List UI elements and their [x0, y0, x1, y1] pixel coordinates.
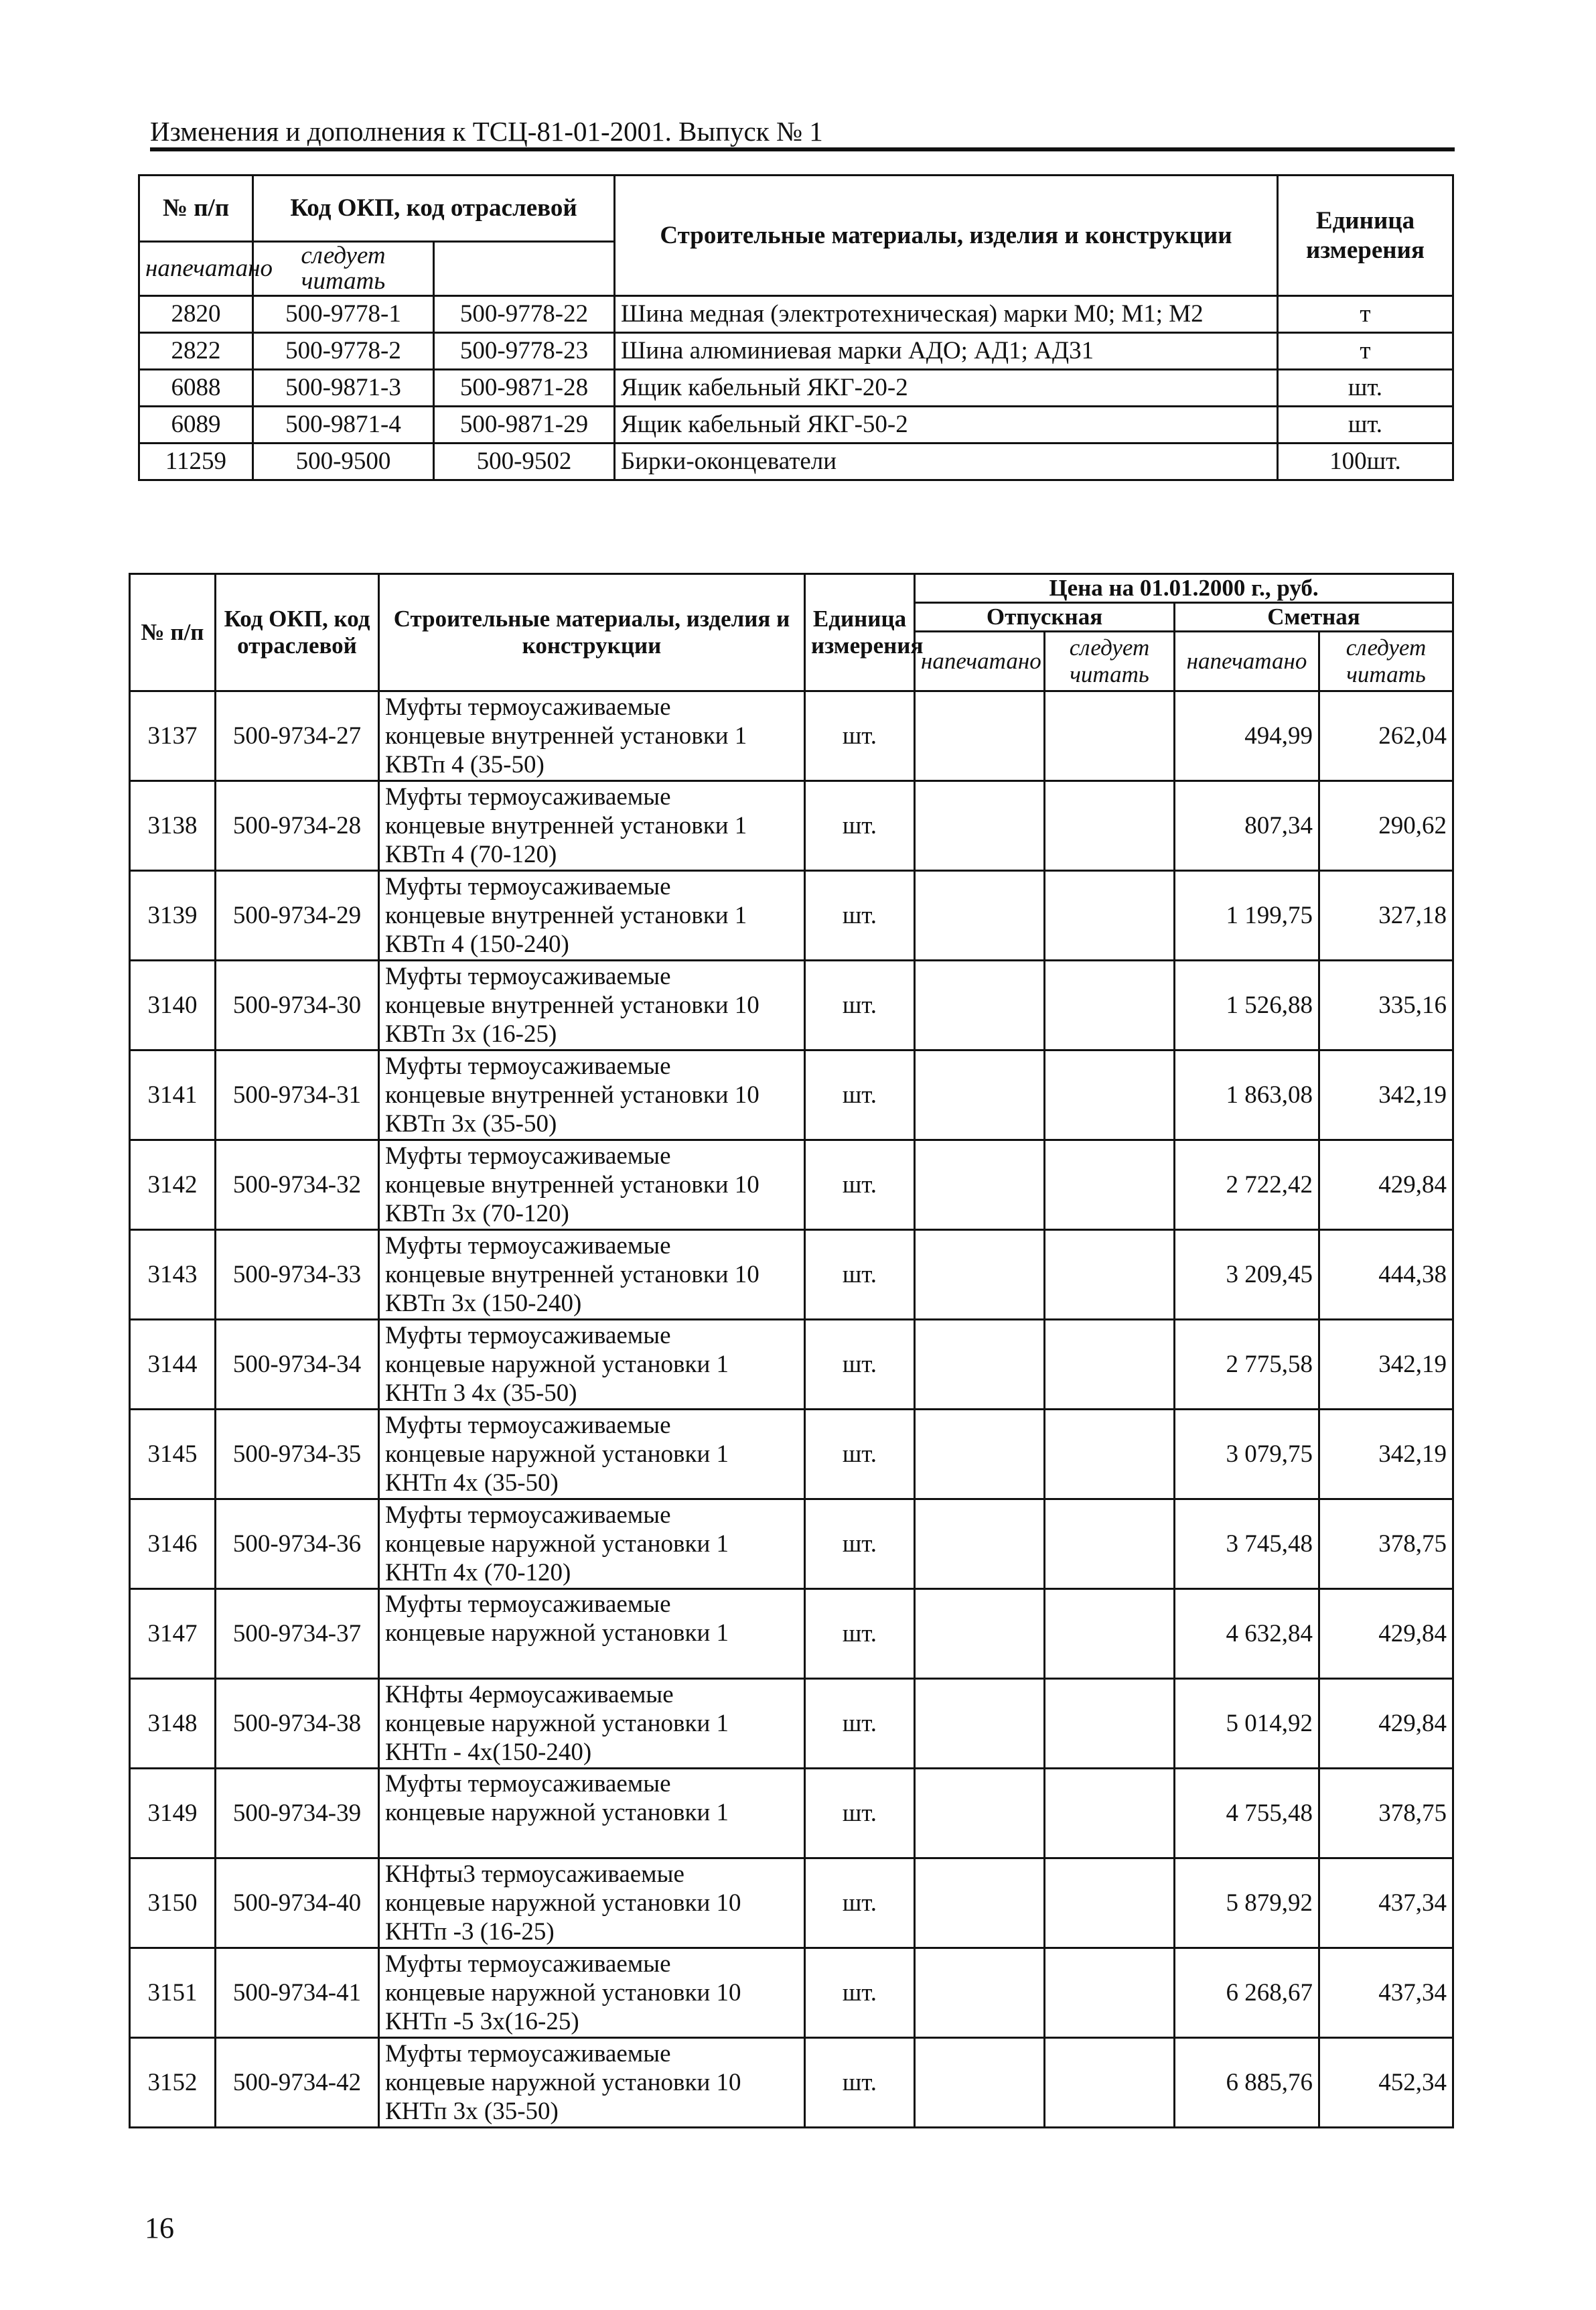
row-number: 2822	[139, 333, 253, 370]
wholesale-printed	[915, 1499, 1045, 1589]
row-number: 3137	[130, 691, 216, 781]
wholesale-printed	[915, 1948, 1045, 2038]
material-name-line: Муфты термоусаживаемые	[385, 693, 671, 721]
row-number: 3150	[130, 1858, 216, 1948]
wholesale-printed	[915, 961, 1045, 1050]
material-name-line: КНТп 4х (70-120)	[385, 1559, 571, 1586]
estimate-printed: 1 863,08	[1175, 1050, 1319, 1140]
wholesale-printed	[915, 2038, 1045, 2128]
estimate-printed: 3 079,75	[1175, 1410, 1319, 1499]
table-row	[139, 370, 1453, 407]
wholesale-printed	[915, 1320, 1045, 1410]
material-name-line: КНТп - 4х(150-240)	[385, 1739, 592, 1766]
unit: шт.	[805, 1589, 915, 1679]
estimate-printed: 6 268,67	[1175, 1948, 1319, 2038]
unit: шт.	[805, 1320, 915, 1410]
row-number: 3151	[130, 1948, 216, 2038]
code-should-read: 500-9871-29	[434, 407, 615, 444]
wholesale-printed	[915, 1050, 1045, 1140]
estimate-printed: 2 775,58	[1175, 1320, 1319, 1410]
material-name: Шина медная (электротехническая) марки М0; М1; М2	[615, 296, 1278, 333]
page-header: Изменения и дополнения к ТСЦ-81-01-2001. Выпуск № 1	[150, 116, 823, 147]
row-number: 6088	[139, 370, 253, 407]
okp-code: 500-9734-40	[216, 1858, 379, 1948]
unit: шт.	[805, 691, 915, 781]
material-name-line: Муфты термоусаживаемые	[385, 1501, 671, 1529]
code-printed: 500-9500	[253, 444, 434, 480]
wholesale-should-read	[1045, 1858, 1175, 1948]
material-name-line: Муфты термоусаживаемые	[385, 1770, 671, 1797]
table-row	[130, 871, 1453, 961]
unit: шт.	[805, 781, 915, 871]
material-name-line: Муфты термоусаживаемые	[385, 873, 671, 900]
row-number: 3139	[130, 871, 216, 961]
corrections-table-okp-codes	[138, 174, 1454, 481]
material-name-line: концевые внутренней установки 10	[385, 1261, 759, 1288]
estimate-should-read: 342,19	[1319, 1320, 1453, 1410]
material-name	[379, 781, 805, 871]
col-header-wholesale-printed: напечатано	[915, 632, 1045, 691]
estimate-printed: 5 879,92	[1175, 1858, 1319, 1948]
okp-code: 500-9734-39	[216, 1769, 379, 1858]
estimate-printed: 3 745,48	[1175, 1499, 1319, 1589]
material-name	[379, 2038, 805, 2128]
estimate-should-read: 429,84	[1319, 1140, 1453, 1230]
row-number: 6089	[139, 407, 253, 444]
material-name-line: концевые наружной установки 1	[385, 1440, 729, 1468]
wholesale-printed	[915, 1679, 1045, 1769]
estimate-should-read: 335,16	[1319, 961, 1453, 1050]
table-row	[130, 1769, 1453, 1858]
unit: шт.	[1278, 370, 1453, 407]
code-should-read: 500-9778-22	[434, 296, 615, 333]
code-printed: 500-9778-2	[253, 333, 434, 370]
wholesale-should-read	[1045, 1320, 1175, 1410]
wholesale-printed	[915, 871, 1045, 961]
row-number: 3149	[130, 1769, 216, 1858]
estimate-printed: 494,99	[1175, 691, 1319, 781]
material-name-line: КНТп -3 (16-25)	[385, 1918, 555, 1946]
unit: шт.	[805, 1858, 915, 1948]
material-name-line: Муфты термоусаживаемые	[385, 963, 671, 990]
wholesale-printed	[915, 691, 1045, 781]
row-number: 11259	[139, 444, 253, 480]
material-name-line: концевые наружной установки 10	[385, 1889, 741, 1917]
wholesale-should-read	[1045, 2038, 1175, 2128]
unit: шт.	[805, 1948, 915, 2038]
col-header-okp: Код ОКП, код отраслевой	[216, 574, 379, 691]
table-row	[130, 1050, 1453, 1140]
code-printed: 500-9778-1	[253, 296, 434, 333]
col-header-unit: Единица измерения	[805, 574, 915, 691]
estimate-printed: 3 209,45	[1175, 1230, 1319, 1320]
material-name-line: КВТп 3х (35-50)	[385, 1110, 557, 1138]
material-name-line: КВТп 3х (16-25)	[385, 1020, 557, 1048]
row-number: 3148	[130, 1679, 216, 1769]
col-header-price: Цена на 01.01.2000 г., руб.	[915, 574, 1453, 603]
col-header-printed: напечатано	[139, 242, 253, 296]
unit: шт.	[805, 1769, 915, 1858]
okp-code: 500-9734-32	[216, 1140, 379, 1230]
table-row	[130, 1140, 1453, 1230]
table-row	[130, 2038, 1453, 2128]
estimate-should-read: 342,19	[1319, 1410, 1453, 1499]
unit: шт.	[1278, 407, 1453, 444]
table-row	[130, 691, 1453, 781]
header-divider	[150, 147, 1455, 151]
row-number: 3152	[130, 2038, 216, 2128]
estimate-printed: 1 199,75	[1175, 871, 1319, 961]
material-name-line: Муфты термоусаживаемые	[385, 1590, 671, 1618]
material-name-line: Муфты термоусаживаемые	[385, 1412, 671, 1439]
unit: шт.	[805, 1140, 915, 1230]
row-number: 3140	[130, 961, 216, 1050]
row-number: 3143	[130, 1230, 216, 1320]
col-header-materials: Строительные материалы, изделия и конструкции	[379, 574, 805, 691]
col-header-num: № п/п	[130, 574, 216, 691]
col-header-estimate: Сметная	[1175, 603, 1453, 632]
unit: шт.	[805, 1230, 915, 1320]
wholesale-should-read	[1045, 1769, 1175, 1858]
material-name: Бирки-оконцеватели	[615, 444, 1278, 480]
material-name-line: концевые наружной установки 1	[385, 1351, 729, 1378]
wholesale-should-read	[1045, 691, 1175, 781]
col-header-wholesale: Отпускная	[915, 603, 1175, 632]
estimate-should-read: 437,34	[1319, 1948, 1453, 2038]
okp-code: 500-9734-35	[216, 1410, 379, 1499]
material-name-line: концевые наружной установки 10	[385, 1979, 741, 2007]
material-name-line: концевые наружной установки 1	[385, 1530, 729, 1558]
material-name-line: КВТп 4 (70-120)	[385, 841, 557, 868]
material-name-line: КНфты3 термоусаживаемые	[385, 1860, 684, 1888]
table-row	[130, 1230, 1453, 1320]
table-row	[130, 781, 1453, 871]
wholesale-should-read	[1045, 1230, 1175, 1320]
estimate-should-read: 429,84	[1319, 1589, 1453, 1679]
estimate-printed: 4 755,48	[1175, 1769, 1319, 1858]
col-header-materials: Строительные материалы, изделия и конструкции	[615, 176, 1278, 296]
material-name-line: концевые внутренней установки 10	[385, 992, 759, 1019]
material-name	[379, 1499, 805, 1589]
material-name	[379, 1948, 805, 2038]
table-row	[130, 1948, 1453, 2038]
material-name	[379, 1769, 805, 1858]
material-name-line: концевые внутренней установки 10	[385, 1081, 759, 1109]
estimate-printed: 2 722,42	[1175, 1140, 1319, 1230]
table-row	[139, 333, 1453, 370]
material-name: Ящик кабельный ЯКГ-50-2	[615, 407, 1278, 444]
code-should-read: 500-9871-28	[434, 370, 615, 407]
row-number: 3145	[130, 1410, 216, 1499]
okp-code: 500-9734-36	[216, 1499, 379, 1589]
table-row	[130, 1320, 1453, 1410]
material-name-line: концевые наружной установки 1	[385, 1619, 729, 1647]
material-name-line: концевые наружной установки 1	[385, 1710, 729, 1737]
table-row	[130, 1589, 1453, 1679]
wholesale-should-read	[1045, 1140, 1175, 1230]
table-row	[130, 1679, 1453, 1769]
wholesale-should-read	[1045, 781, 1175, 871]
material-name	[379, 691, 805, 781]
material-name-line: КВТп 4 (150-240)	[385, 931, 569, 958]
unit: шт.	[805, 1410, 915, 1499]
wholesale-should-read	[1045, 1499, 1175, 1589]
estimate-should-read: 342,19	[1319, 1050, 1453, 1140]
wholesale-should-read	[1045, 1948, 1175, 2038]
estimate-printed: 1 526,88	[1175, 961, 1319, 1050]
estimate-should-read: 378,75	[1319, 1499, 1453, 1589]
material-name-line: Муфты термоусаживаемые	[385, 1232, 671, 1260]
okp-code: 500-9734-33	[216, 1230, 379, 1320]
wholesale-printed	[915, 1858, 1045, 1948]
material-name-line: КНТп 3 4х (35-50)	[385, 1379, 577, 1407]
code-printed: 500-9871-3	[253, 370, 434, 407]
material-name-line: концевые внутренней установки 10	[385, 1171, 759, 1199]
material-name-line: концевые внутренней установки 1	[385, 722, 747, 750]
estimate-printed: 807,34	[1175, 781, 1319, 871]
material-name	[379, 961, 805, 1050]
col-header-estimate-should-read: следует читать	[1319, 632, 1453, 691]
row-number: 3142	[130, 1140, 216, 1230]
material-name-line: КНТп 3х (35-50)	[385, 2098, 559, 2125]
table-row	[130, 1499, 1453, 1589]
material-name-line: КНфты 4ермоусаживаемые	[385, 1681, 674, 1708]
unit: шт.	[805, 1050, 915, 1140]
wholesale-printed	[915, 1769, 1045, 1858]
estimate-should-read: 327,18	[1319, 871, 1453, 961]
unit: т	[1278, 296, 1453, 333]
okp-code: 500-9734-29	[216, 871, 379, 961]
table-row	[130, 961, 1453, 1050]
unit: шт.	[805, 871, 915, 961]
estimate-should-read: 378,75	[1319, 1769, 1453, 1858]
wholesale-should-read	[1045, 1410, 1175, 1499]
material-name-line: КНТп 4х (35-50)	[385, 1469, 559, 1497]
material-name-line: КВТп 4 (35-50)	[385, 751, 545, 778]
estimate-printed: 5 014,92	[1175, 1679, 1319, 1769]
okp-code: 500-9734-41	[216, 1948, 379, 2038]
page-number: 16	[145, 2212, 174, 2244]
table-row	[139, 444, 1453, 480]
unit: 100шт.	[1278, 444, 1453, 480]
material-name-line: концевые внутренней установки 1	[385, 902, 747, 929]
table-row	[139, 296, 1453, 333]
unit: шт.	[805, 2038, 915, 2128]
material-name-line: концевые наружной установки 1	[385, 1799, 729, 1826]
wholesale-printed	[915, 1140, 1045, 1230]
material-name	[379, 1140, 805, 1230]
material-name	[379, 1230, 805, 1320]
table-row	[130, 1858, 1453, 1948]
unit: шт.	[805, 961, 915, 1050]
estimate-should-read: 290,62	[1319, 781, 1453, 871]
unit: шт.	[805, 1679, 915, 1769]
wholesale-printed	[915, 1230, 1045, 1320]
wholesale-should-read	[1045, 1050, 1175, 1140]
col-header-wholesale-should-read: следует читать	[1045, 632, 1175, 691]
price-corrections-table	[129, 573, 1454, 2128]
row-number: 3146	[130, 1499, 216, 1589]
material-name	[379, 1410, 805, 1499]
estimate-should-read: 437,34	[1319, 1858, 1453, 1948]
material-name-line: концевые внутренней установки 1	[385, 812, 747, 839]
wholesale-should-read	[1045, 961, 1175, 1050]
material-name	[379, 1858, 805, 1948]
okp-code: 500-9734-34	[216, 1320, 379, 1410]
material-name	[379, 1320, 805, 1410]
code-should-read: 500-9502	[434, 444, 615, 480]
material-name-line: Муфты термоусаживаемые	[385, 1142, 671, 1170]
okp-code: 500-9734-27	[216, 691, 379, 781]
okp-code: 500-9734-28	[216, 781, 379, 871]
table-row	[139, 407, 1453, 444]
code-should-read: 500-9778-23	[434, 333, 615, 370]
material-name	[379, 871, 805, 961]
estimate-printed: 6 885,76	[1175, 2038, 1319, 2128]
col-header-okp: Код ОКП, код отраслевой	[253, 176, 615, 242]
material-name-line: Муфты термоусаживаемые	[385, 1950, 671, 1978]
estimate-should-read: 262,04	[1319, 691, 1453, 781]
okp-code: 500-9734-31	[216, 1050, 379, 1140]
wholesale-should-read	[1045, 871, 1175, 961]
material-name-line: КВТп 3х (150-240)	[385, 1290, 582, 1317]
wholesale-should-read	[1045, 1589, 1175, 1679]
col-header-estimate-printed: напечатано	[1175, 632, 1319, 691]
col-header-should-read: следует читать	[253, 242, 434, 296]
wholesale-should-read	[1045, 1679, 1175, 1769]
row-number: 3141	[130, 1050, 216, 1140]
estimate-should-read: 452,34	[1319, 2038, 1453, 2128]
material-name	[379, 1050, 805, 1140]
okp-code: 500-9734-38	[216, 1679, 379, 1769]
table-row	[130, 1410, 1453, 1499]
col-header-unit: Единица измерения	[1278, 176, 1453, 296]
material-name-line: концевые наружной установки 10	[385, 2069, 741, 2096]
okp-code: 500-9734-30	[216, 961, 379, 1050]
material-name-line: Муфты термоусаживаемые	[385, 1322, 671, 1349]
material-name-line: Муфты термоусаживаемые	[385, 2040, 671, 2067]
material-name-line: Муфты термоусаживаемые	[385, 783, 671, 811]
material-name-line: КНТп -5 3х(16-25)	[385, 2008, 579, 2035]
estimate-printed: 4 632,84	[1175, 1589, 1319, 1679]
row-number: 3147	[130, 1589, 216, 1679]
material-name-line: Муфты термоусаживаемые	[385, 1052, 671, 1080]
code-printed: 500-9871-4	[253, 407, 434, 444]
row-number: 3144	[130, 1320, 216, 1410]
col-header-num: № п/п	[139, 176, 253, 242]
material-name-line: КВТп 3х (70-120)	[385, 1200, 569, 1227]
okp-code: 500-9734-37	[216, 1589, 379, 1679]
material-name	[379, 1589, 805, 1679]
estimate-should-read: 429,84	[1319, 1679, 1453, 1769]
wholesale-printed	[915, 1410, 1045, 1499]
material-name: Шина алюминиевая марки АДО; АД1; АД31	[615, 333, 1278, 370]
unit: т	[1278, 333, 1453, 370]
wholesale-printed	[915, 781, 1045, 871]
material-name	[379, 1679, 805, 1769]
row-number: 3138	[130, 781, 216, 871]
row-number: 2820	[139, 296, 253, 333]
wholesale-printed	[915, 1589, 1045, 1679]
unit: шт.	[805, 1499, 915, 1589]
material-name: Ящик кабельный ЯКГ-20-2	[615, 370, 1278, 407]
estimate-should-read: 444,38	[1319, 1230, 1453, 1320]
okp-code: 500-9734-42	[216, 2038, 379, 2128]
